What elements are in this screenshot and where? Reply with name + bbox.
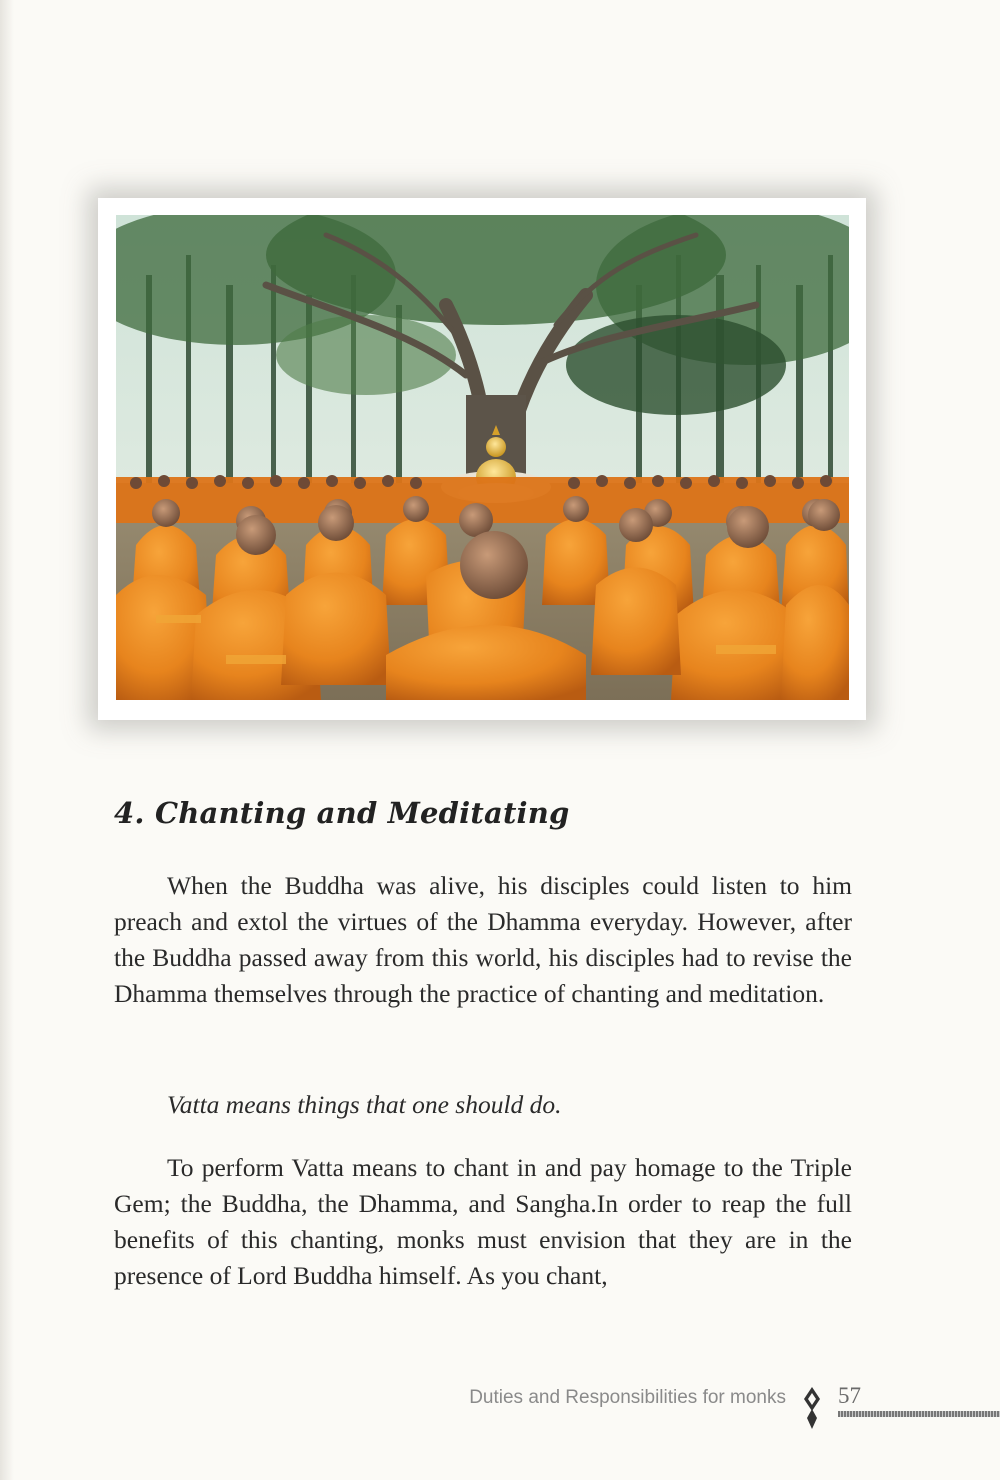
- page-edge: [0, 0, 14, 1480]
- page-footer: [0, 1385, 1000, 1435]
- footer-book-title: Duties and Responsibilities for monks: [469, 1387, 786, 1408]
- section-heading: 4. Chanting and Meditating: [114, 796, 570, 830]
- photo-frame: [98, 198, 866, 720]
- monks-chanting-under-tree-photo: [116, 215, 849, 700]
- footer-rule: [838, 1411, 1000, 1417]
- diamond-ornament-icon: [800, 1385, 824, 1431]
- paragraph-buddha-alive: When the Buddha was alive, his disciples could listen to him preach and extol the virtues of the Dhamma everyday. However, after the Buddha passed away from this world, his disciples had to revise the Dhamma themselves through the practice of chanting and meditation.: [114, 871, 852, 1008]
- paragraph-perform-vatta: To perform Vatta means to chant in and pay homage to the Triple Gem; the Buddha, the Dhamma, and Sangha.In order to reap the full benefits of this chanting, monks must envision that they are in the presence of Lord Buddha himself. As you chant,: [114, 1153, 852, 1290]
- page-number: 57: [838, 1383, 861, 1408]
- paragraph-vatta-definition: Vatta means things that one should do.: [167, 1090, 562, 1119]
